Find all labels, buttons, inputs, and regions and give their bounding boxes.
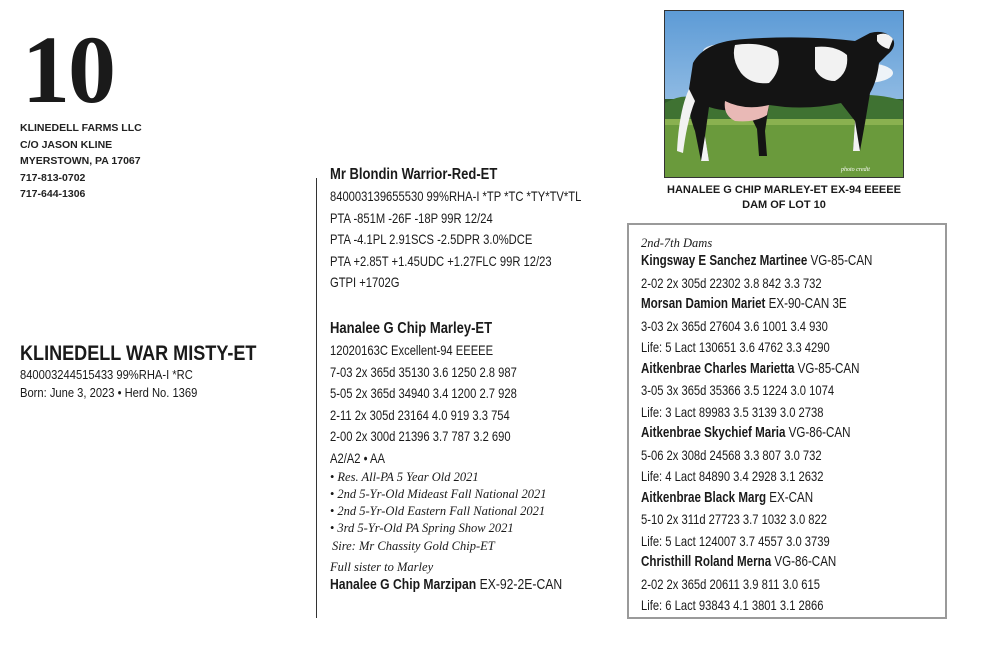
- consignor-phone: 717-644-1306: [20, 188, 86, 200]
- animal-birth: Born: June 3, 2023 • Herd No. 1369: [20, 385, 198, 400]
- ancestor-dam-record: 2-02 2x 365d 20611 3.9 811 3.0 615: [641, 575, 820, 592]
- ancestor-dam: [641, 251, 945, 294]
- lot-number: 10: [22, 16, 114, 123]
- consignor-phone: 717-813-0702: [20, 171, 86, 184]
- ancestor-dam-record: 3-03 2x 365d 27604 3.6 1001 3.4 930: [641, 317, 828, 334]
- ancestor-dam-name: Aitkenbrae Skychief Maria VG-86-CAN: [641, 425, 851, 441]
- dam-line: 7-03 2x 365d 35130 3.6 1250 2.8 987: [330, 363, 517, 380]
- sire-line: GTPI +1702G: [330, 274, 400, 290]
- ancestor-dam-lifetime: Life: 5 Lact 130651 3.6 4762 3.3 4290: [641, 339, 830, 355]
- sire-name: Mr Blondin Warrior-Red-ET: [330, 166, 498, 183]
- dam-award: • 2nd 5-Yr-Old Mideast Fall National 2021: [330, 487, 547, 501]
- sire-info: [330, 166, 630, 294]
- ancestor-dam-lifetime: Life: 5 Lact 124007 3.7 4557 3.0 3739: [641, 532, 830, 549]
- ancestor-dam-name: Kingsway E Sanchez Martinee VG-85-CAN: [641, 253, 873, 269]
- dam-award: • 3rd 5-Yr-Old PA Spring Show 2021: [330, 521, 514, 535]
- sister-name: Hanalee G Chip Marzipan EX-92-2E-CAN: [330, 577, 563, 593]
- ancestor-dam-record: 5-06 2x 308d 24568 3.3 807 3.0 732: [641, 446, 822, 463]
- photo-caption: [650, 183, 918, 213]
- dam-info: [330, 320, 630, 594]
- animal-info: [20, 342, 295, 402]
- ancestor-dam: [641, 423, 945, 488]
- ancestor-dam-name: Aitkenbrae Black Marg EX-CAN: [641, 489, 814, 506]
- ancestor-dam: [641, 488, 945, 553]
- dam-line: A2/A2 • AA: [330, 449, 385, 466]
- ancestor-dam: [641, 294, 945, 359]
- ancestor-dam-record: 2-02 2x 305d 22302 3.8 842 3.3 732: [641, 274, 822, 291]
- ancestor-dam-name: Aitkenbrae Charles Marietta VG-85-CAN: [641, 360, 860, 377]
- ancestor-dam-name: Christhill Roland Merna VG-86-CAN: [641, 554, 837, 570]
- dam-award: • 2nd 5-Yr-Old Eastern Fall National 2021: [330, 504, 546, 518]
- sire-line: PTA -4.1PL 2.91SCS -2.5DPR 3.0%DCE: [330, 231, 533, 247]
- ancestor-dam: [641, 552, 945, 617]
- ancestor-dam: [641, 359, 945, 424]
- dam-line: 2-11 2x 305d 23164 4.0 919 3.3 754: [330, 406, 510, 423]
- sire-line: PTA -851M -26F -18P 99R 12/24: [330, 209, 493, 226]
- ancestor-dam-lifetime: Life: 3 Lact 89983 3.5 3139 3.0 2738: [641, 403, 824, 420]
- dam-sire-note: Sire: Mr Chassity Gold Chip-ET: [332, 539, 495, 553]
- dam-line: 12020163C Excellent-94 EEEEE: [330, 342, 494, 358]
- consignor-info: [20, 120, 142, 203]
- ancestor-dam-lifetime: Life: 6 Lact 93843 4.1 3801 3.1 2866: [641, 597, 824, 613]
- photo-caption-line: HANALEE G CHIP MARLEY-ET EX-94 EEEEE: [667, 184, 901, 196]
- sire-line: PTA +2.85T +1.45UDC +1.27FLC 99R 12/23: [330, 252, 552, 269]
- dam-line: 2-00 2x 300d 21396 3.7 787 3.2 690: [330, 428, 511, 444]
- dam-line: 5-05 2x 365d 34940 3.4 1200 2.7 928: [330, 385, 517, 401]
- animal-registration: 840003244515433 99%RHA-I *RC: [20, 367, 193, 382]
- animal-name: KLINEDELL WAR MISTY-ET: [20, 342, 257, 365]
- sister-label: Full sister to Marley: [330, 560, 434, 574]
- consignor-line: MYERSTOWN, PA 17067: [20, 155, 141, 167]
- ancestor-dam-record: 5-10 2x 311d 27723 3.7 1032 3.0 822: [641, 511, 827, 527]
- dams-box-title: 2nd-7th Dams: [641, 236, 713, 250]
- photo-watermark: photo credit: [841, 167, 870, 173]
- ancestor-dam-lifetime: Life: 4 Lact 84890 3.4 2928 3.1 2632: [641, 468, 824, 484]
- consignor-line: KLINEDELL FARMS LLC: [20, 122, 142, 134]
- cow-photo: [664, 10, 904, 178]
- dams-box: [627, 223, 947, 619]
- sire-line: 840003139655530 99%RHA-I *TP *TC *TY*TV*TL: [330, 188, 582, 204]
- dam-award: • Res. All-PA 5 Year Old 2021: [330, 470, 479, 484]
- photo-caption-line: DAM OF LOT 10: [742, 199, 826, 211]
- ancestor-dam-record: 3-05 3x 365d 35366 3.5 1224 3.0 1074: [641, 382, 835, 398]
- pedigree-bracket-line: [316, 178, 317, 618]
- ancestor-dam-name: Morsan Damion Mariet EX-90-CAN 3E: [641, 296, 847, 312]
- consignor-line: C/O JASON KLINE: [20, 138, 113, 151]
- dam-name: Hanalee G Chip Marley-ET: [330, 320, 493, 337]
